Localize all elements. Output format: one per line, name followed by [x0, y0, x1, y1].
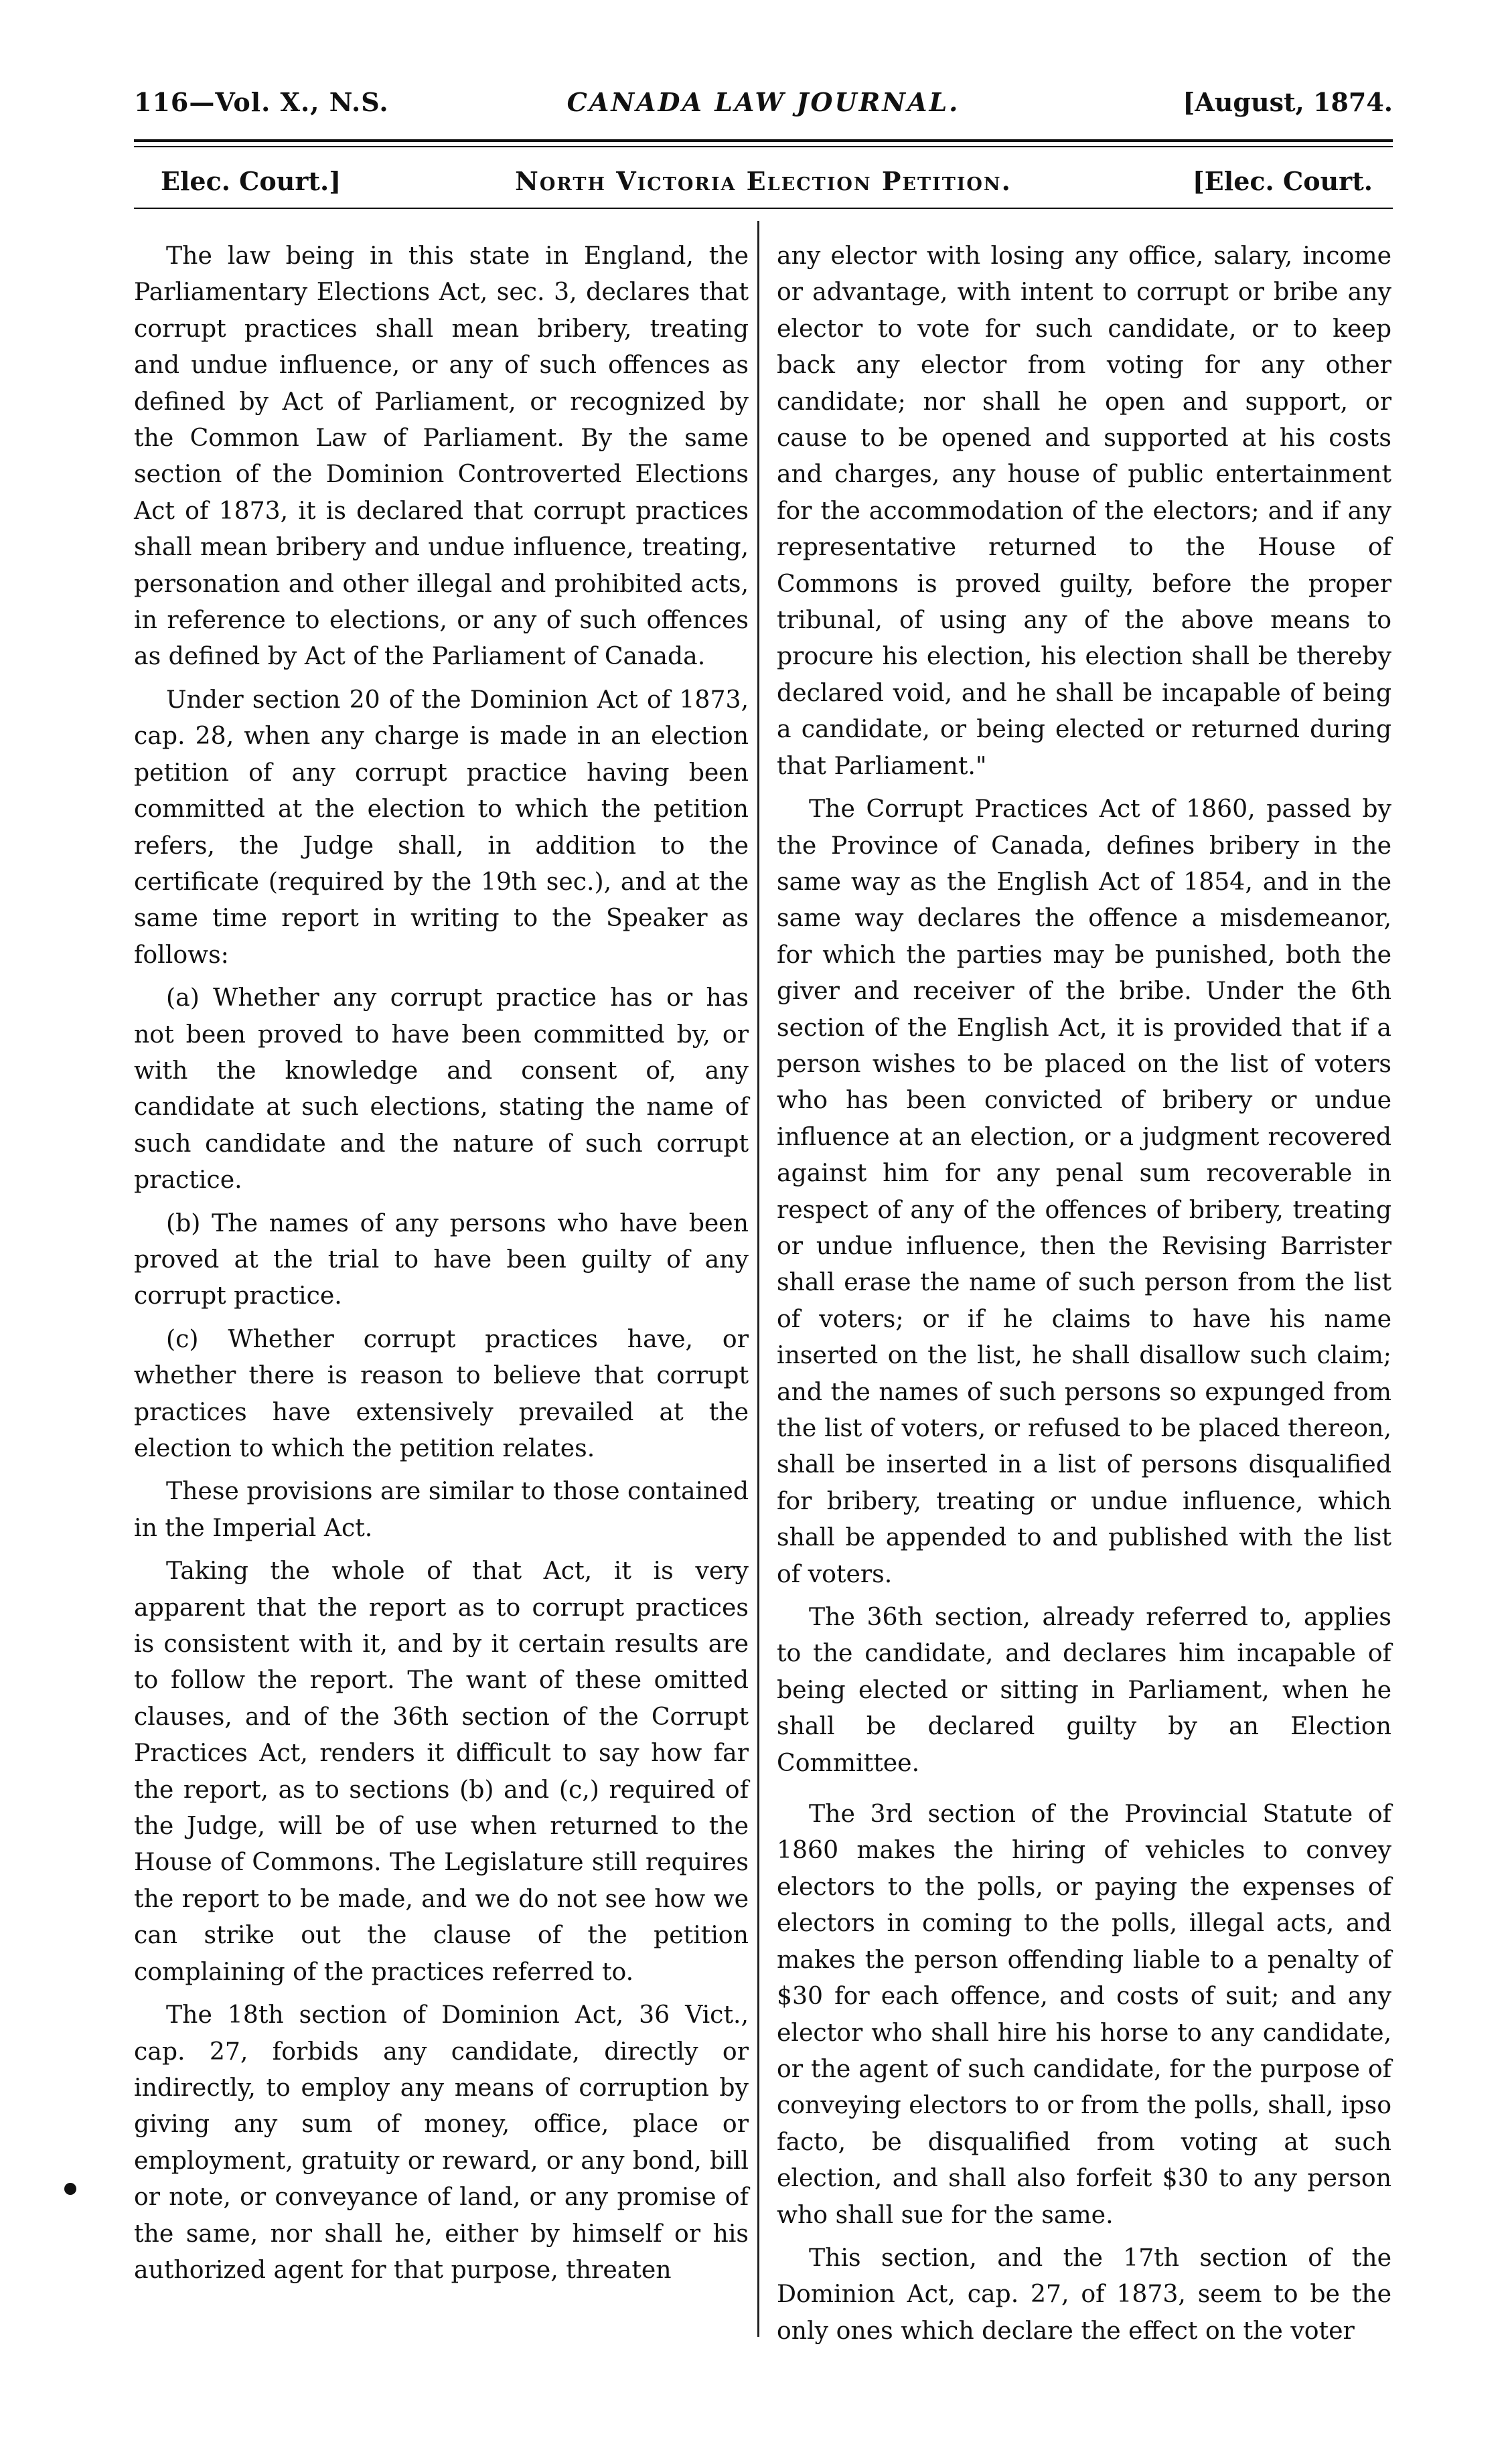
paragraph: This section, and the 17th section of the Dominion Act, cap. 27, of 1873, seem to be the only ones which declare the effect on the voter — [777, 2242, 1391, 2345]
journal-title: CANADA LAW JOURNAL. — [566, 87, 960, 117]
paragraph: (c) Whether corrupt practices have, or whether there is reason to believe that corrupt practices have extensively prevailed at the election to which the petition relates. — [134, 1324, 749, 1462]
header-rule-thick — [134, 139, 1393, 142]
paragraph: The Corrupt Practices Act of 1860, passed by the Province of Canada, defines bribery in the same way as the English Act of 1854, and in the same way declares the offence a misdemeanor, for which the parties may be punished, both the giver and receiver of the bribe. Under the 6th section of the English Act, it is provided that if a person wishes to be placed on the list of voters who has been convicted of bribery or undue influence at an election, or a judgment recovered against him for any penal sum recoverable in respect of any of the offences of bribery, treating or undue influence, then the Revising Barrister shall erase the name of such person from the list of voters; or if he claims to have his name inserted on the list, he shall disallow such claim; and the names of such persons so expunged from the list of voters, or refused to be placed thereon, shall be inserted in a list of persons disqualified for bribery, treating or undue influence, which shall be appended to and published with the list of voters. — [777, 794, 1391, 1588]
paragraph: The law being in this state in England, the Parliamentary Elections Act, sec. 3, declares that corrupt practices shall mean bribery, treating and undue influence, or any of such offences as defined by Act of Parliament, or recognized by the Common Law of Parliament. By the same section of the Dominion Controverted Elections Act of 1873, it is declared that corrupt practices shall mean bribery and undue influence, treating, personation and other illegal and prohibited acts, in reference to elections, or any of such offences as defined by Act of the Parliament of Canada. — [134, 241, 749, 671]
paragraph: The 3rd section of the Provincial Statute of 1860 makes the hiring of vehicles to convey electors to the polls, or paying the expenses of electors in coming to the polls, illegal acts, and makes the person offending liable to a penalty of $30 for each offence, and costs of suit; and any elector who shall hire his horse to any candidate, or the agent of such candidate, for the purpose of conveying electors to or from the polls, shall, ipso facto, be disqualified from voting at such election, and shall also forfeit $30 to any person who shall sue for the same. — [777, 1799, 1391, 2229]
paragraph: (b) The names of any persons who have been proved at the trial to have been guilty of any corrupt practice. — [134, 1208, 749, 1310]
court-label-left: Elec. Court.] — [161, 166, 342, 196]
header-rule-thin — [134, 146, 1393, 147]
case-title: North Victoria Election Petition. — [515, 166, 1012, 196]
subheader-rule — [134, 208, 1393, 209]
paragraph: These provisions are similar to those contained in the Imperial Act. — [134, 1476, 749, 1542]
column-divider — [757, 221, 759, 2337]
paragraph: any elector with losing any office, salary, income or advantage, with intent to corrupt or bribe any elector to vote for such candidate, or to keep back any elector from voting for any other candidate; nor shall he open and support, or cause to be opened and supported at his costs and charges, any house of public entertainment for the accommodation of the electors; and if any representative returned to the House of Commons is proved guilty, before the proper tribunal, of using any of the above means to procure his election, his election shall be thereby declared void, and he shall be incapable of being a candidate, or being elected or returned during that Parliament." — [777, 241, 1391, 780]
paragraph: The 18th section of Dominion Act, 36 Vict., cap. 27, forbids any candidate, directly or indirectly, to employ any means of corruption by giving any sum of money, office, place or employment, gratuity or reward, or any bond, bill or note, or conveyance of land, or any promise of the same, nor shall he, either by himself or his authorized agent for that purpose, threaten — [134, 2000, 749, 2284]
right-column — [777, 238, 1391, 2356]
paragraph: (a) Whether any corrupt practice has or has not been proved to have been committed by, or with the knowledge and consent of, any candidate at such elections, stating the name of such candidate and the nature of such corrupt practice. — [134, 983, 749, 1195]
paragraph: Taking the whole of that Act, it is very apparent that the report as to corrupt practices is consistent with it, and by it certain results are to follow the report. The want of these omitted clauses, and of the 36th section of the Corrupt Practices Act, renders it difficult to say how far the report, as to sections (b) and (c,) required of the Judge, will be of use when returned to the House of Commons. The Legislature still requires the report to be made, and we do not see how we can strike out the clause of the petition complaining of the practices referred to. — [134, 1556, 749, 1986]
margin-mark — [64, 2183, 76, 2195]
page-reference: 116—Vol. X., N.S. — [134, 87, 389, 117]
case-header — [134, 166, 1393, 201]
paragraph: The 36th section, already referred to, applies to the candidate, and declares him incapable of being elected or sitting in Parliament, when he shall be declared guilty by an Election Committee. — [777, 1602, 1391, 1777]
issue-date: [August, 1874. — [1183, 87, 1393, 117]
running-header — [134, 87, 1393, 127]
left-column — [134, 238, 749, 2295]
paragraph: Under section 20 of the Dominion Act of 1873, cap. 28, when any charge is made in an election petition of any corrupt practice having been committed at the election to which the petition refers, the Judge shall, in addition to the certificate (required by the 19th sec.), and at the same time report in writing to the Speaker as follows: — [134, 684, 749, 969]
court-label-right: [Elec. Court. — [1192, 166, 1373, 196]
